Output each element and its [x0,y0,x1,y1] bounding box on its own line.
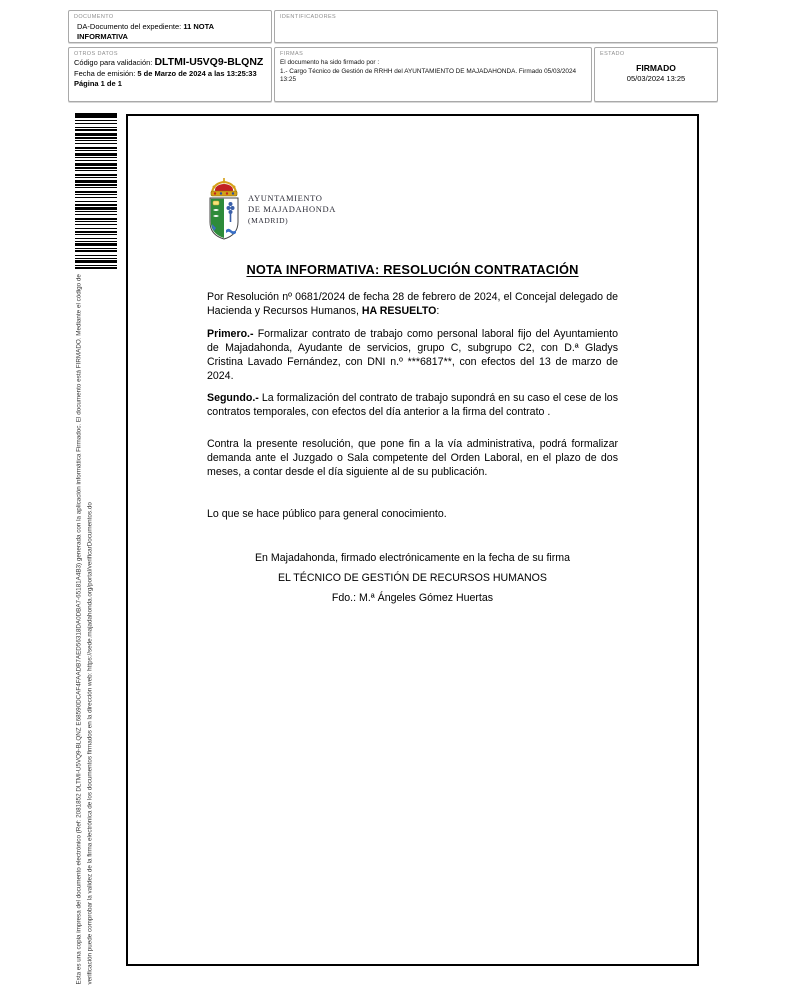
signature-block [207,551,618,605]
firmas-box [274,47,592,102]
documento-value: DA-Documento del expediente: 11 NOTA INFORMATIVA [77,22,214,41]
verification-line1: Esta es una copia impresa del documento electrónico (Ref: 2081852 DLTMI-U5VQ9-BLQNZ E68590DCAF4FAADB7AED56318DA0DBA7-65181A4B3) generada con la aplicación informática Firmadoc. El documento está FIRMADO. Mediante el código de [75,274,83,985]
estado-label: ESTADO [600,51,625,57]
identificadores-box [274,10,718,43]
org-name-line1: AYUNTAMIENTO [248,192,323,203]
crest-row [207,178,618,240]
paragraph-segundo: Segundo.- La formalización del contrato de trabajo supondrá en su caso el cese de los contratos temporales, con efectos del día anterior a la firma del contrato . [207,392,618,418]
org-name-line2: DE MAJADAHONDA [248,203,336,214]
barcode [75,113,117,271]
verification-sidebar-text [75,274,97,985]
otros-datos-label: OTROS DATOS [74,51,118,57]
signature-role: EL TÉCNICO DE GESTIÓN DE RECURSOS HUMANOS [277,572,547,584]
firmas-line2: 1.- Cargo Técnico de Gestión de RRHH del AYUNTAMIENTO DE MAJADAHONDA. Firmado 05/03/2024 13:25 [280,67,577,83]
documento-label: DOCUMENTO [74,14,114,20]
firmas-line1: El documento ha sido firmado por : [280,59,380,66]
firmas-label: FIRMAS [280,51,304,57]
paragraph-recurso: Contra la presente resolución, que pone fin a la vía administrativa, podrá formalizar demanda ante el Juzgado o Sala competente del Orden Laboral, en el plazo de dos meses, a contar desde el día siguiente al de su publicación. [207,438,618,478]
verification-line2: verificación puede comprobar la validez de la firma electrónica de los documentos firmados en la dirección web: https://sede.majadahonda.org/portal/verificarDocumentos.do [86,502,93,985]
codigo-validacion: Código para validación: DLTMI-U5VQ9-BLQNZ [74,56,264,68]
document-title: NOTA INFORMATIVA: RESOLUCIÓN CONTRATACIÓN [246,262,579,277]
documento-box [68,10,272,43]
paragraph-primero: Primero.- Formalizar contrato de trabajo como personal laboral fijo del Ayuntamiento de Majadahonda, Ayudante de servicios, grupo C, subgrupo C2, con D.ª Gladys Cristina Lavado Fernández, con DNI n.º ***6817**, con efectos del 13 de marzo de 2024. [207,328,618,382]
signature-name: Fdo.: M.ª Ángeles Gómez Huertas [331,592,494,604]
city-crest-icon [207,178,241,240]
estado-box [594,47,718,102]
pagina-info: Página 1 de 1 [74,79,122,88]
estado-status: FIRMADO [636,63,676,73]
document-page [126,114,699,966]
signature-place: En Majadahonda, firmado electrónicamente en la fecha de su firma [254,552,571,564]
estado-datetime: 05/03/2024 13:25 [626,74,686,83]
fecha-emision: Fecha de emisión: 5 de Marzo de 2024 a las 13:25:33 [74,68,257,78]
org-name [248,193,336,226]
otros-datos-box [68,47,272,102]
paragraph-resolucion: Por Resolución nº 0681/2024 de fecha 28 de febrero de 2024, el Concejal delegado de Hacienda y Recursos Humanos, HA RESUELTO: [207,291,618,317]
identificadores-label: IDENTIFICADORES [280,14,337,20]
paragraph-publico: Lo que se hace público para general conocimiento. [207,508,447,520]
org-name-line3: (MADRID) [248,215,289,225]
